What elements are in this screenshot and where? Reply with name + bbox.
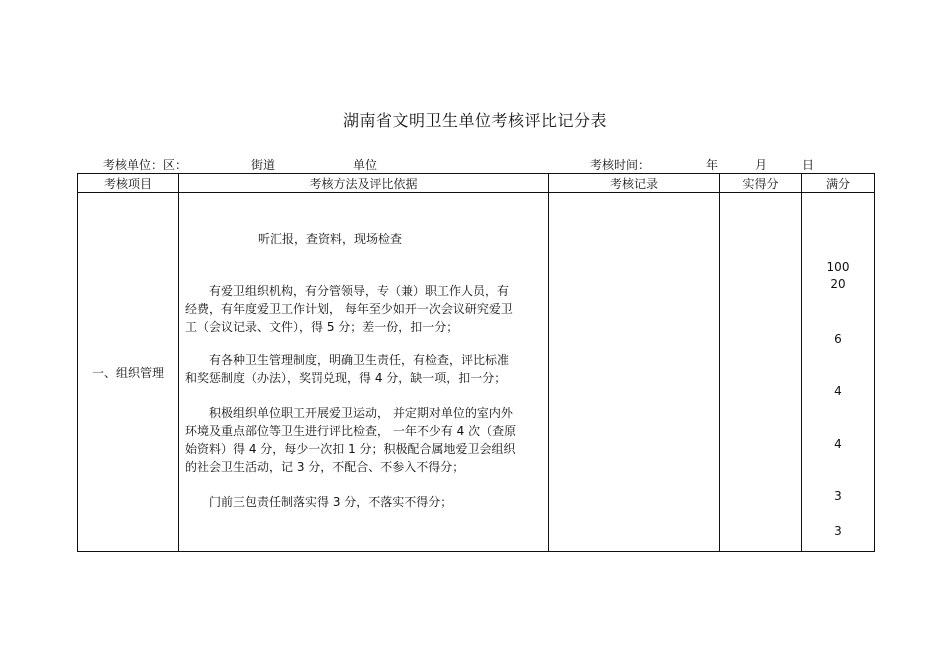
- full-score-value: 100: [826, 260, 850, 274]
- time-label: 考核时间：: [590, 158, 651, 172]
- column-header: 考核项目: [78, 174, 179, 193]
- full-score-value: 3: [834, 524, 842, 538]
- full-score-value: 4: [834, 384, 842, 398]
- full-score-value: 4: [834, 437, 842, 451]
- method-line: 听汇报，查资料，现场检查: [258, 232, 403, 246]
- column-header: 满分: [802, 174, 875, 193]
- method-line: 经费，有年度爱卫工作计划， 每年至少如开一次会议研究爱卫: [185, 302, 513, 316]
- full-score-value: 20: [830, 277, 846, 291]
- day-label: 日: [802, 158, 815, 172]
- column-header: 考核记录: [549, 174, 720, 193]
- column-header: 考核方法及评比依据: [179, 174, 549, 193]
- table-row: [78, 193, 875, 552]
- month-label: 月: [755, 158, 768, 172]
- method-line: 门前三包责任制落实得 3 分，不落实不得分；: [209, 495, 453, 509]
- method-line: 始资料）得 4 分，每少一次扣 1 分；积极配合属地爱卫会组织: [185, 442, 516, 456]
- street-label: 街道: [251, 158, 276, 172]
- assessment-table: [77, 173, 875, 552]
- table-header-row: [78, 174, 875, 193]
- method-line: 和奖惩制度（办法），奖罚兑现，得 4 分，缺一项，扣一分；: [185, 371, 507, 385]
- column-header: 实得分: [720, 174, 802, 193]
- year-label: 年: [706, 158, 719, 172]
- category-cell: [78, 193, 179, 552]
- full-score-value: 3: [834, 489, 842, 503]
- page-title: 湖南省文明卫生单位考核评比记分表: [342, 111, 607, 130]
- full-score-value: 6: [834, 332, 842, 346]
- method-line: 环境及重点部位等卫生进行评比检查， 一年不少有 4 次（查原: [185, 424, 517, 438]
- method-line: 工（会议记录、文件），得 5 分；差一份，扣一分；: [185, 320, 459, 334]
- obtained-score-cell: [720, 193, 802, 552]
- unit-label: 考核单位：区：: [103, 158, 188, 172]
- method-cell: [179, 193, 549, 552]
- unit-word: 单位: [353, 158, 378, 172]
- category-label: 一、组织管理: [91, 365, 164, 380]
- record-cell: [549, 193, 720, 552]
- method-line: 有爱卫组织机构，有分管领导，专（兼）职工作人员，有: [209, 284, 510, 298]
- method-line: 有各种卫生管理制度，明确卫生责任，有检查，评比标准: [209, 353, 510, 367]
- method-line: 积极组织单位职工开展爱卫运动， 并定期对单位的室内外: [209, 406, 513, 420]
- method-line: 的社会卫生活动，记 3 分，不配合、不参入不得分；: [185, 460, 465, 474]
- full-score-cell: [802, 193, 875, 552]
